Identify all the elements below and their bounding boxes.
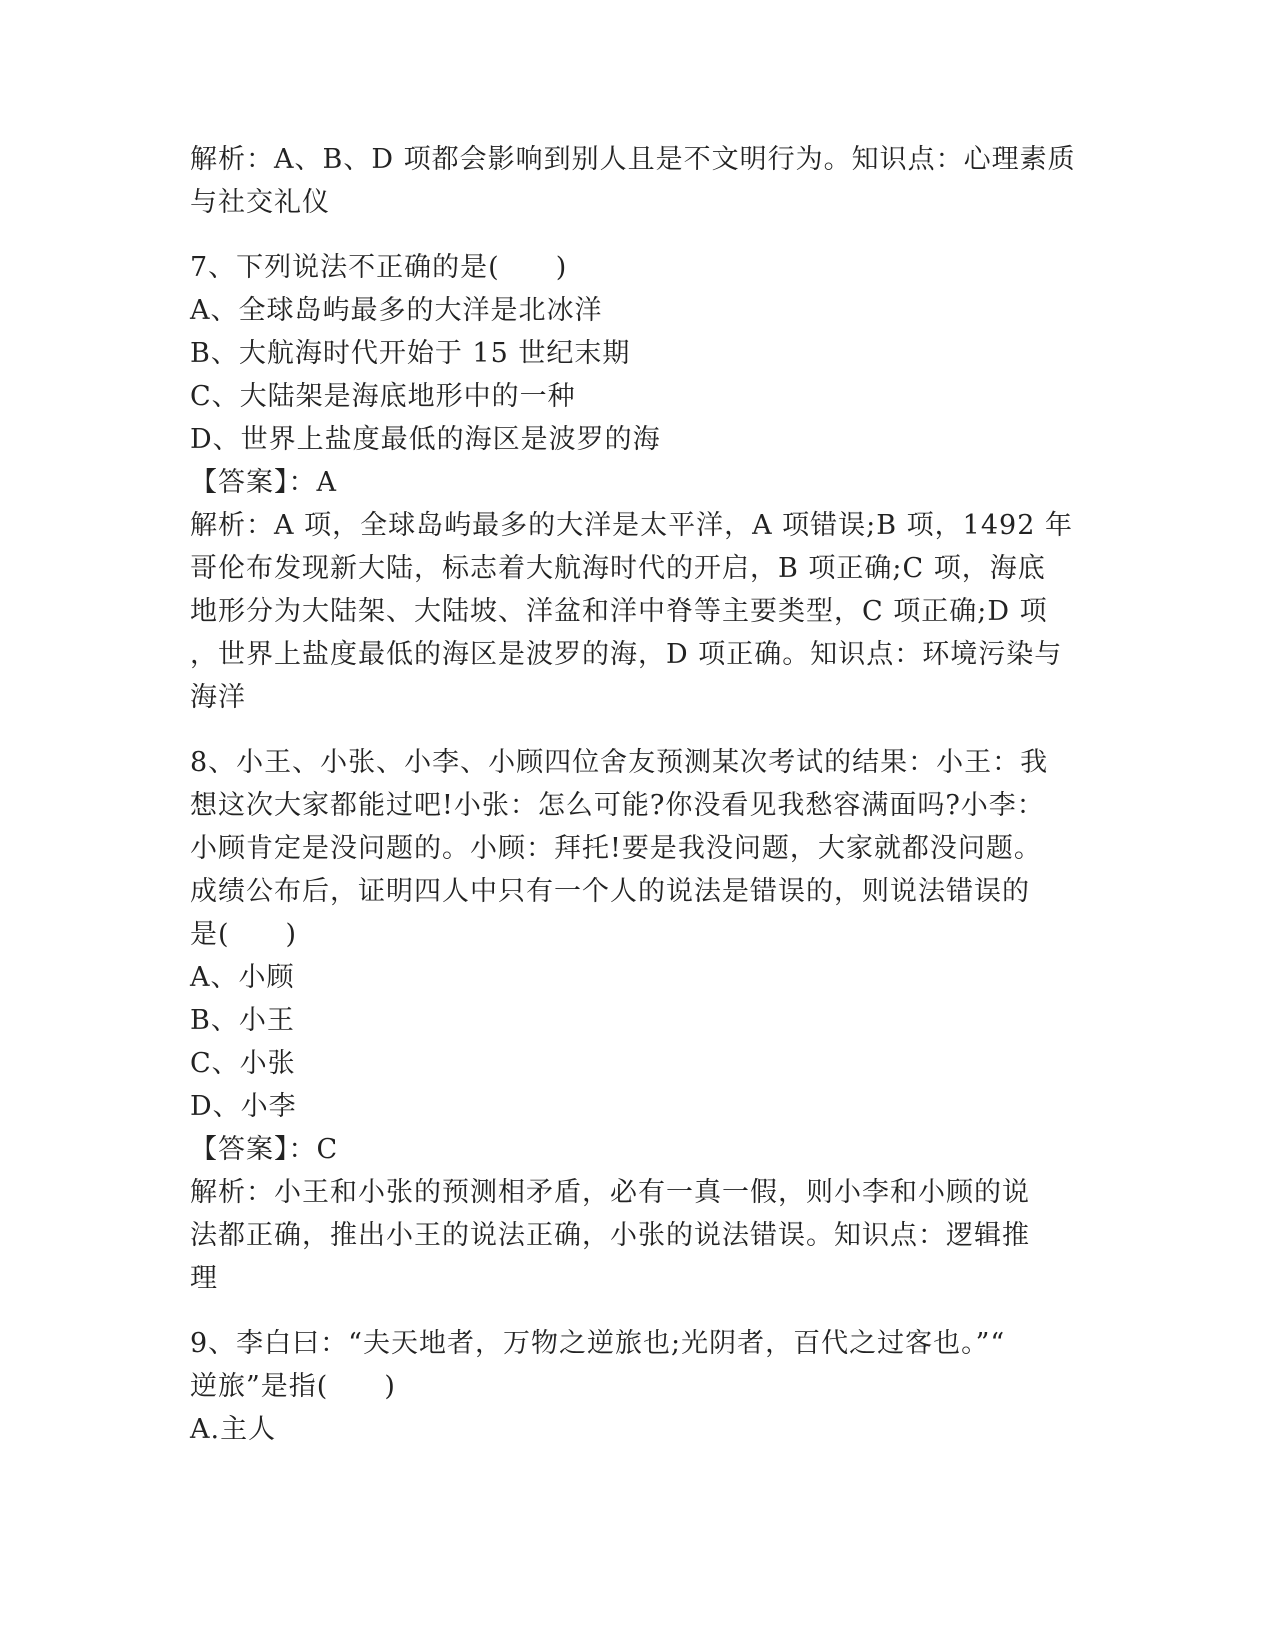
explanation-line: 法都正确，推出小王的说法正确，小张的说法错误。知识点：逻辑推 xyxy=(190,1220,1030,1251)
question-stem: 9、李白曰：“夫天地者，万物之逆旅也;光阴者，百代之过客也。”“ xyxy=(190,1328,1006,1359)
text-line: 解析：A、B、D 项都会影响到别人且是不文明行为。知识点：心理素质 xyxy=(190,144,1076,175)
answer: 【答案】：C xyxy=(190,1134,339,1165)
explanation-line: 解析：小王和小张的预测相矛盾，必有一真一假，则小李和小顾的说 xyxy=(190,1177,1030,1208)
question-stem: 7、下列说法不正确的是( ) xyxy=(190,252,568,283)
text-line: 与社交礼仪 xyxy=(190,187,330,218)
option-a: A、全球岛屿最多的大洋是北冰洋 xyxy=(190,295,603,326)
option-d: D、世界上盐度最低的海区是波罗的海 xyxy=(190,424,661,455)
question-7 xyxy=(190,246,1090,719)
question-stem: 小顾肯定是没问题的。小顾：拜托!要是我没问题，大家就都没问题。 xyxy=(190,833,1042,864)
question-stem: 8、小王、小张、小李、小顾四位舍友预测某次考试的结果：小王：我 xyxy=(190,747,1049,778)
explanation-q6 xyxy=(190,138,1090,224)
answer: 【答案】：A xyxy=(190,467,337,498)
option-b: B、小王 xyxy=(190,1005,295,1036)
explanation-line: ，世界上盐度最低的海区是波罗的海，D 项正确。知识点：环境污染与 xyxy=(190,639,1063,670)
question-8 xyxy=(190,741,1090,1300)
explanation-line: 海洋 xyxy=(190,682,246,713)
explanation-line: 解析：A 项，全球岛屿最多的大洋是太平洋，A 项错误;B 项，1492 年 xyxy=(190,510,1073,541)
question-stem: 逆旅”是指( ) xyxy=(190,1371,396,1402)
option-a: A、小顾 xyxy=(190,962,295,993)
explanation-line: 理 xyxy=(190,1263,218,1294)
option-d: D、小李 xyxy=(190,1091,297,1122)
explanation-line: 地形分为大陆架、大陆坡、洋盆和洋中脊等主要类型，C 项正确;D 项 xyxy=(190,596,1048,627)
question-stem: 想这次大家都能过吧!小张：怎么可能?你没看见我愁容满面吗?小李： xyxy=(190,790,1045,821)
question-stem: 成绩公布后，证明四人中只有一个人的说法是错误的，则说法错误的 xyxy=(190,876,1030,907)
question-9 xyxy=(190,1322,1090,1451)
option-b: B、大航海时代开始于 15 世纪末期 xyxy=(190,338,631,369)
question-stem: 是( ) xyxy=(190,919,298,950)
explanation-line: 哥伦布发现新大陆，标志着大航海时代的开启，B 项正确;C 项，海底 xyxy=(190,553,1046,584)
option-c: C、小张 xyxy=(190,1048,296,1079)
option-c: C、大陆架是海底地形中的一种 xyxy=(190,381,576,412)
document-page xyxy=(190,138,1090,1451)
option-a: A.主人 xyxy=(190,1414,277,1445)
